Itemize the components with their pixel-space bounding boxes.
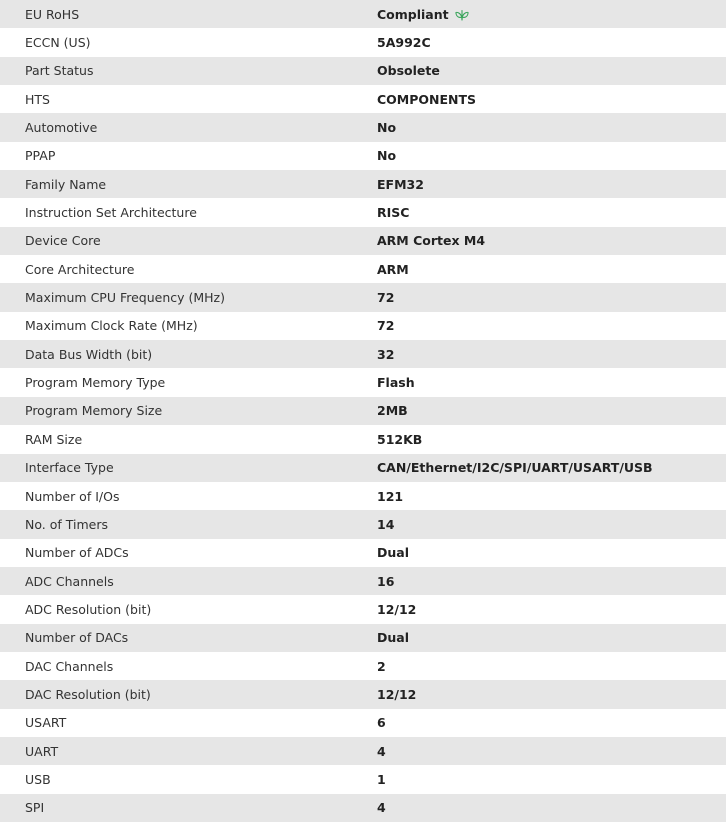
spec-row-core-architecture: [0, 255, 726, 283]
spec-value: 12/12: [377, 686, 417, 702]
spec-row-usart: [0, 709, 726, 737]
spec-label: EU RoHS: [25, 6, 80, 22]
spec-value: Flash: [377, 375, 415, 391]
spec-label: Automotive: [25, 120, 98, 136]
spec-value-cell: [377, 0, 726, 28]
spec-row-data-bus-width: [0, 340, 726, 368]
spec-value: Dual: [377, 545, 409, 561]
spec-row-dac-resolution: [0, 680, 726, 708]
spec-value: 72: [377, 290, 395, 306]
spec-label: Maximum Clock Rate (MHz): [25, 318, 198, 334]
spec-value: 14: [377, 516, 395, 532]
spec-label: ADC Channels: [25, 573, 114, 589]
spec-value: 16: [377, 573, 395, 589]
spec-row-family-name: [0, 170, 726, 198]
spec-row-uart: [0, 737, 726, 765]
spec-row-hts: [0, 85, 726, 113]
spec-value: 4: [377, 800, 386, 816]
spec-label: Maximum CPU Frequency (MHz): [25, 290, 225, 306]
spec-value: 512KB: [377, 431, 423, 447]
spec-label: SPI: [25, 800, 45, 816]
spec-value: Compliant: [377, 6, 449, 22]
spec-row-program-memory-type: [0, 368, 726, 396]
spec-row-device-core: [0, 227, 726, 255]
spec-value: 2: [377, 658, 386, 674]
spec-row-number-of-adcs: [0, 539, 726, 567]
spec-row-adc-resolution: [0, 595, 726, 623]
spec-value: CAN/Ethernet/I2C/SPI/UART/USART/USB: [377, 460, 653, 476]
spec-row-ppap: [0, 142, 726, 170]
spec-label: DAC Resolution (bit): [25, 686, 151, 702]
spec-value: No: [377, 120, 397, 136]
spec-label: Number of DACs: [25, 630, 129, 646]
spec-label: Number of I/Os: [25, 488, 120, 504]
spec-row-max-cpu-frequency: [0, 283, 726, 311]
spec-value: 1: [377, 771, 386, 787]
spec-value: 2MB: [377, 403, 408, 419]
spec-row-eu-rohs: [0, 0, 726, 28]
spec-row-number-of-ios: [0, 482, 726, 510]
leaf-icon: [455, 9, 469, 21]
spec-row-ram-size: [0, 425, 726, 453]
spec-row-automotive: [0, 113, 726, 141]
spec-row-dac-channels: [0, 652, 726, 680]
spec-value: ARM: [377, 261, 409, 277]
spec-label: Core Architecture: [25, 261, 135, 277]
spec-value: COMPONENTS: [377, 91, 477, 107]
spec-row-part-status: [0, 57, 726, 85]
spec-value: 72: [377, 318, 395, 334]
spec-label: Device Core: [25, 233, 101, 249]
spec-value: Obsolete: [377, 63, 440, 79]
spec-row-spi: [0, 794, 726, 822]
spec-label: Number of ADCs: [25, 545, 129, 561]
spec-label: Interface Type: [25, 460, 114, 476]
spec-value: 6: [377, 715, 386, 731]
spec-row-usb: [0, 765, 726, 793]
spec-value: ARM Cortex M4: [377, 233, 486, 249]
spec-row-max-clock-rate: [0, 312, 726, 340]
spec-label: Data Bus Width (bit): [25, 346, 153, 362]
spec-value: No: [377, 148, 397, 164]
spec-label: HTS: [25, 91, 50, 107]
spec-label: Program Memory Size: [25, 403, 163, 419]
spec-label: UART: [25, 743, 59, 759]
spec-row-eccn: [0, 28, 726, 56]
spec-label: USB: [25, 771, 51, 787]
spec-value: Dual: [377, 630, 409, 646]
spec-row-interface-type: [0, 454, 726, 482]
spec-label: Family Name: [25, 176, 107, 192]
spec-label: PPAP: [25, 148, 56, 164]
spec-row-program-memory-size: [0, 397, 726, 425]
spec-value: 12/12: [377, 601, 417, 617]
spec-value: 121: [377, 488, 404, 504]
spec-label: USART: [25, 715, 67, 731]
spec-label: Program Memory Type: [25, 375, 166, 391]
spec-label: ADC Resolution (bit): [25, 601, 152, 617]
spec-value: 5A992C: [377, 35, 431, 51]
spec-value: 32: [377, 346, 395, 362]
spec-value: RISC: [377, 205, 410, 221]
spec-value: 4: [377, 743, 386, 759]
spec-value: EFM32: [377, 176, 424, 192]
spec-label: DAC Channels: [25, 658, 114, 674]
spec-label: ECCN (US): [25, 35, 91, 51]
spec-label: Part Status: [25, 63, 94, 79]
spec-row-timers: [0, 510, 726, 538]
spec-label: Instruction Set Architecture: [25, 205, 197, 221]
spec-row-adc-channels: [0, 567, 726, 595]
spec-row-number-of-dacs: [0, 624, 726, 652]
spec-label: No. of Timers: [25, 516, 108, 532]
spec-row-isa: [0, 198, 726, 226]
spec-label: RAM Size: [25, 431, 83, 447]
